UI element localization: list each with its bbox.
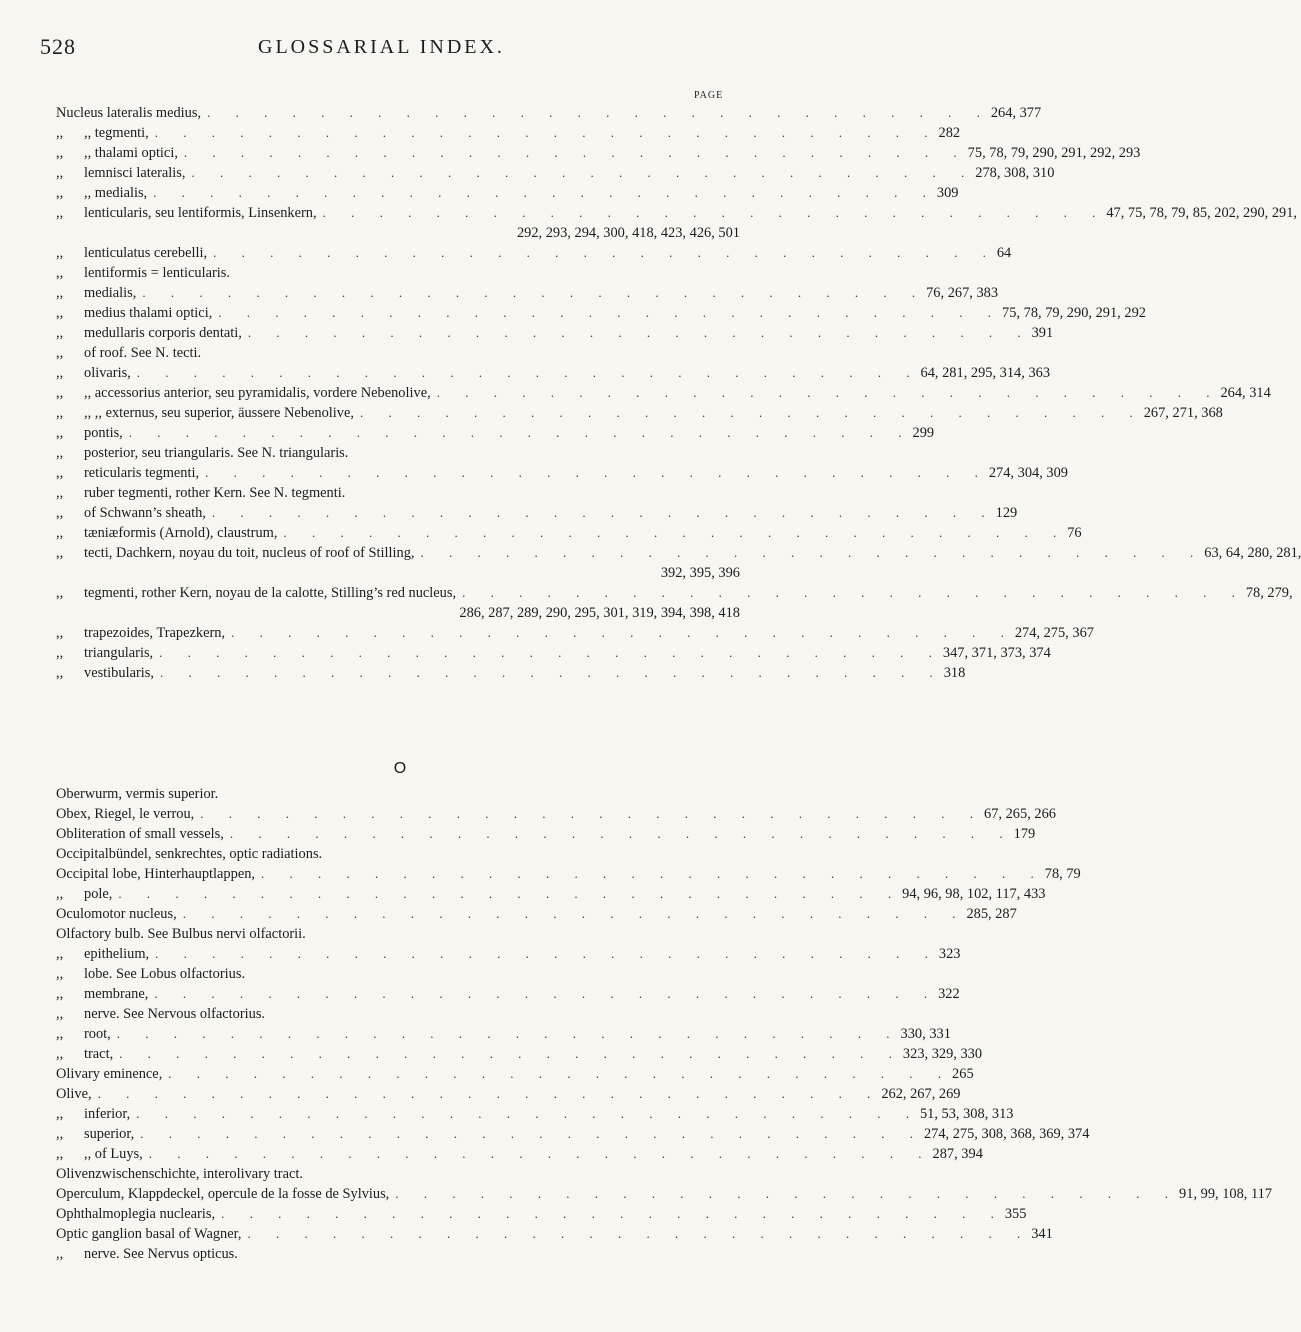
ditto-mark: ,, <box>56 425 64 441</box>
index-entry <box>56 1024 951 1044</box>
dot-leader: . . . . . . . . . . . . . . . . . . . . . . . . . . . . <box>148 1146 933 1161</box>
page-references: 299 <box>912 425 935 441</box>
entry-heading: Olive, <box>56 1086 92 1102</box>
ditto-mark: ,, <box>56 265 64 281</box>
index-entry <box>56 143 1141 163</box>
running-title: GLOSSARIAL INDEX. <box>258 36 505 58</box>
page-references: 91, 99, 108, 117 <box>1179 1186 1273 1202</box>
page-references: 323, 329, 330 <box>902 1046 983 1062</box>
index-entry <box>56 263 740 283</box>
page-references: 67, 265, 266 <box>984 806 1056 822</box>
entry-heading: nerve. See Nervus opticus. <box>84 1246 238 1262</box>
page-references: 64 <box>996 245 1012 261</box>
entry-heading: ,, tegmenti, <box>84 125 149 141</box>
entry-heading: Obliteration of small vessels, <box>56 826 224 842</box>
entry-heading: membrane, <box>84 986 149 1002</box>
dot-leader: . . . . . . . . . . . . . . . . . . . . . . . . . . . . <box>247 325 1032 340</box>
dot-leader: . . . . . . . . . . . . . . . . . . . . . . . . . . . . <box>153 185 937 200</box>
ditto-mark: ,, <box>56 305 64 321</box>
ditto-mark: ,, <box>56 625 64 641</box>
dot-leader: . . . . . . . . . . . . . . . . . . . . . . . . . . . . <box>261 866 1045 881</box>
dot-leader: . . . . . . . . . . . . . . . . . . . . . . . . . . . . <box>159 665 944 680</box>
page-references: 76 <box>1067 525 1082 541</box>
dot-leader: . . . . . . . . . . . . . . . . . . . . . . . . . . . . <box>247 1226 1032 1241</box>
ditto-mark: ,, <box>56 545 64 561</box>
entry-heading: pontis, <box>84 425 123 441</box>
page-references: 274, 275, 308, 368, 369, 374 <box>923 1126 1090 1142</box>
dot-leader: . . . . . . . . . . . . . . . . . . . . . . . . . . . . <box>420 545 1205 560</box>
ditto-mark: ,, <box>56 205 64 221</box>
entry-heading: Nucleus lateralis medius, <box>56 105 202 121</box>
page-references: 355 <box>1004 1206 1027 1222</box>
index-entry <box>56 944 961 964</box>
ditto-mark: ,, <box>56 405 64 421</box>
dot-leader: . . . . . . . . . . . . . . . . . . . . . . . . . . . . <box>154 125 939 140</box>
dot-leader: . . . . . . . . . . . . . . . . . . . . . . . . . . . . <box>118 886 903 901</box>
entry-heading: ruber tegmenti, rother Kern. See N. tegmenti. <box>84 485 346 501</box>
dot-leader: . . . . . . . . . . . . . . . . . . . . . . . . . . . . <box>116 1026 901 1041</box>
ditto-mark: ,, <box>56 1106 64 1122</box>
index-entry <box>56 463 1068 483</box>
entry-heading: epithelium, <box>84 946 150 962</box>
index-entry <box>56 423 935 443</box>
dot-leader: . . . . . . . . . . . . . . . . . . . . . . . . . . . . <box>191 165 976 180</box>
page-references: 282 <box>938 125 961 141</box>
ditto-mark: ,, <box>56 285 64 301</box>
index-entry <box>56 443 740 463</box>
index-entry <box>56 1244 740 1264</box>
page-number: 528 <box>40 34 76 59</box>
entry-heading: tegmenti, rother Kern, noyau de la calotte, Stilling’s red nucleus, <box>84 585 457 601</box>
dot-leader: . . . . . . . . . . . . . . . . . . . . . . . . . . . . <box>155 946 939 961</box>
index-entry <box>56 1004 740 1024</box>
entry-heading: Olfactory bulb. See Bulbus nervi olfactorii. <box>56 926 306 942</box>
dot-leader: . . . . . . . . . . . . . . . . . . . . . . . . . . . . <box>128 425 913 440</box>
index-entry <box>56 1164 740 1184</box>
dot-leader: . . . . . . . . . . . . . . . . . . . . . . . . . . . . <box>97 1086 882 1101</box>
entry-heading: tract, <box>84 1046 114 1062</box>
entry-heading: pole, <box>84 886 113 902</box>
index-entry <box>56 1104 1014 1124</box>
dot-leader: . . . . . . . . . . . . . . . . . . . . . . . . . . . . <box>142 285 927 300</box>
page-references: 287, 394 <box>932 1146 983 1162</box>
dot-leader: . . . . . . . . . . . . . . . . . . . . . . . . . . . . <box>200 806 985 821</box>
entry-heading: lenticularis, seu lentiformis, Linsenkern, <box>84 205 317 221</box>
ditto-mark: ,, <box>56 165 64 181</box>
page-references: 63, 64, 280, 281, <box>1204 545 1301 561</box>
dot-leader: . . . . . . . . . . . . . . . . . . . . . . . . . . . . <box>136 365 921 380</box>
dot-leader: . . . . . . . . . . . . . . . . . . . . . . . . . . . . <box>462 585 1246 600</box>
entry-heading: lobe. See Lobus olfactorius. <box>84 966 246 982</box>
dot-leader: . . . . . . . . . . . . . . . . . . . . . . . . . . . . <box>119 1046 903 1061</box>
page-references: 274, 275, 367 <box>1014 625 1094 641</box>
entry-heading: tecti, Dachkern, noyau du toit, nucleus of roof of Stilling, <box>84 545 415 561</box>
ditto-mark: ,, <box>56 525 64 541</box>
index-list-n <box>56 103 1301 683</box>
entry-heading: superior, <box>84 1126 135 1142</box>
entry-heading: root, <box>84 1026 111 1042</box>
index-entry <box>56 383 1271 403</box>
page-references-continued: 292, 293, 294, 300, 418, 423, 426, 501 <box>516 225 740 241</box>
index-entry <box>56 984 960 1004</box>
ditto-mark: ,, <box>56 325 64 341</box>
page-references-continued: 392, 395, 396 <box>660 565 740 581</box>
ditto-mark: ,, <box>56 485 64 501</box>
entry-heading: nerve. See Nervous olfactorius. <box>84 1006 266 1022</box>
page-references: 323 <box>938 946 961 962</box>
ditto-mark: ,, <box>56 385 64 401</box>
index-entry <box>56 503 1018 523</box>
ditto-mark: ,, <box>56 946 64 962</box>
index-entry <box>56 643 1051 663</box>
page-references: 285, 287 <box>966 906 1017 922</box>
dot-leader: . . . . . . . . . . . . . . . . . . . . . . . . . . . . <box>231 625 1015 640</box>
index-entry <box>56 243 1012 263</box>
index-entry <box>56 483 740 503</box>
page-references: 318 <box>943 665 966 681</box>
entry-heading: Olivenzwischenschichte, interolivary tract. <box>56 1166 303 1182</box>
dot-leader: . . . . . . . . . . . . . . . . . . . . . . . . . . . . <box>211 505 996 520</box>
page-references: 274, 304, 309 <box>988 465 1068 481</box>
entry-heading: lentiformis = lenticularis. <box>84 265 230 281</box>
page-references: 76, 267, 383 <box>926 285 999 301</box>
ditto-mark: ,, <box>56 1006 64 1022</box>
page-references: 51, 53, 308, 313 <box>919 1106 1014 1122</box>
entry-heading: posterior, seu triangularis. See N. triangularis. <box>84 445 349 461</box>
page-references: 262, 267, 269 <box>881 1086 961 1102</box>
dot-leader: . . . . . . . . . . . . . . . . . . . . . . . . . . . . <box>395 1186 1180 1201</box>
entry-heading: Operculum, Klappdeckel, opercule de la fosse de Sylvius, <box>56 1186 390 1202</box>
index-entry <box>56 1124 1090 1144</box>
index-entry <box>56 663 966 683</box>
dot-leader: . . . . . . . . . . . . . . . . . . . . . . . . . . . . <box>182 906 967 921</box>
page-references: 129 <box>995 505 1018 521</box>
index-entry <box>56 543 1301 583</box>
ditto-mark: ,, <box>56 665 64 681</box>
entry-heading: Ophthalmoplegia nuclearis, <box>56 1206 216 1222</box>
entry-heading: medialis, <box>84 285 137 301</box>
ditto-mark: ,, <box>56 966 64 982</box>
index-entry <box>56 523 1082 543</box>
entry-heading: ,, of Luys, <box>84 1146 143 1162</box>
page-references: 78, 79 <box>1044 866 1081 882</box>
ditto-mark: ,, <box>56 445 64 461</box>
dot-leader: . . . . . . . . . . . . . . . . . . . . . . . . . . . . <box>322 205 1107 220</box>
index-entry <box>56 964 740 984</box>
index-entry <box>56 904 1017 924</box>
dot-leader: . . . . . . . . . . . . . . . . . . . . . . . . . . . . <box>218 305 1003 320</box>
dot-leader: . . . . . . . . . . . . . . . . . . . . . . . . . . . . <box>205 465 989 480</box>
dot-leader: . . . . . . . . . . . . . . . . . . . . . . . . . . . . <box>159 645 943 660</box>
entry-heading: Oberwurm, vermis superior. <box>56 786 219 802</box>
dot-leader: . . . . . . . . . . . . . . . . . . . . . . . . . . . . <box>359 405 1144 420</box>
index-entry <box>56 283 999 303</box>
entry-heading: ,, accessorius anterior, seu pyramidalis, vordere Nebenolive, <box>84 385 431 401</box>
entry-heading: vestibularis, <box>84 665 154 681</box>
index-entry <box>56 1144 983 1164</box>
index-entry <box>56 1044 983 1064</box>
page-references: 330, 331 <box>900 1026 951 1042</box>
dot-leader: . . . . . . . . . . . . . . . . . . . . . . . . . . . . <box>140 1126 924 1141</box>
entry-heading: lenticulatus cerebelli, <box>84 245 208 261</box>
ditto-mark: ,, <box>56 1126 64 1142</box>
ditto-mark: ,, <box>56 125 64 141</box>
section-letter: O <box>393 760 407 777</box>
index-entry <box>56 1064 974 1084</box>
dot-leader: . . . . . . . . . . . . . . . . . . . . . . . . . . . . <box>213 245 997 260</box>
dot-leader: . . . . . . . . . . . . . . . . . . . . . . . . . . . . <box>207 105 991 120</box>
page-references: 78, 279, <box>1245 585 1293 601</box>
entry-heading: of roof. See N. tecti. <box>84 345 202 361</box>
index-entry <box>56 343 740 363</box>
page-references: 75, 78, 79, 290, 291, 292 <box>1002 305 1146 321</box>
entry-heading: Occipitalbündel, senkrechtes, optic radiations. <box>56 846 323 862</box>
entry-heading: Oculomotor nucleus, <box>56 906 177 922</box>
index-list-o <box>56 784 1273 1264</box>
ditto-mark: ,, <box>56 1046 64 1062</box>
entry-heading: olivaris, <box>84 365 131 381</box>
dot-leader: . . . . . . . . . . . . . . . . . . . . . . . . . . . . <box>183 145 968 160</box>
index-entry <box>56 1084 961 1104</box>
ditto-mark: ,, <box>56 1246 64 1262</box>
index-entry <box>56 203 1298 243</box>
page-references: 391 <box>1031 325 1054 341</box>
entry-heading: medullaris corporis dentati, <box>84 325 242 341</box>
ditto-mark: ,, <box>56 645 64 661</box>
page-references: 309 <box>936 185 959 201</box>
index-entry <box>56 884 1046 904</box>
ditto-mark: ,, <box>56 365 64 381</box>
ditto-mark: ,, <box>56 986 64 1002</box>
index-entry <box>56 323 1054 343</box>
entry-heading: Occipital lobe, Hinterhauptlappen, <box>56 866 256 882</box>
entry-heading: ,, thalami optici, <box>84 145 178 161</box>
page-references: 278, 308, 310 <box>975 165 1055 181</box>
index-entry <box>56 183 959 203</box>
index-entry <box>56 303 1146 323</box>
index-entry <box>56 844 740 864</box>
ditto-mark: ,, <box>56 245 64 261</box>
ditto-mark: ,, <box>56 465 64 481</box>
index-entry <box>56 163 1055 183</box>
index-entry <box>56 924 740 944</box>
entry-heading: Olivary eminence, <box>56 1066 163 1082</box>
dot-leader: . . . . . . . . . . . . . . . . . . . . . . . . . . . . <box>229 826 1014 841</box>
dot-leader: . . . . . . . . . . . . . . . . . . . . . . . . . . . . <box>136 1106 920 1121</box>
entry-heading: Obex, Riegel, le verrou, <box>56 806 195 822</box>
index-entry <box>56 1224 1053 1244</box>
index-entry <box>56 784 740 804</box>
ditto-mark: ,, <box>56 145 64 161</box>
page-references: 264, 377 <box>990 105 1042 121</box>
page-references: 264, 314 <box>1220 385 1271 401</box>
index-entry <box>56 103 1042 123</box>
entry-heading: lemnisci lateralis, <box>84 165 186 181</box>
page-column-label: PAGE <box>694 90 724 101</box>
index-entry <box>56 403 1223 423</box>
index-entry <box>56 864 1081 884</box>
dot-leader: . . . . . . . . . . . . . . . . . . . . . . . . . . . . <box>436 385 1221 400</box>
ditto-mark: ,, <box>56 345 64 361</box>
page-references: 267, 271, 368 <box>1143 405 1223 421</box>
entry-heading: medius thalami optici, <box>84 305 213 321</box>
dot-leader: . . . . . . . . . . . . . . . . . . . . . . . . . . . . <box>168 1066 953 1081</box>
page-references: 322 <box>938 986 960 1002</box>
page-header <box>0 34 800 64</box>
ditto-mark: ,, <box>56 886 64 902</box>
index-entry <box>56 583 1293 623</box>
dot-leader: . . . . . . . . . . . . . . . . . . . . . . . . . . . . <box>283 525 1068 540</box>
index-entry <box>56 623 1094 643</box>
dot-leader: . . . . . . . . . . . . . . . . . . . . . . . . . . . . <box>221 1206 1005 1221</box>
entry-heading: reticularis tegmenti, <box>84 465 200 481</box>
page-references-continued: 286, 287, 289, 290, 295, 301, 319, 394, 398, 418 <box>459 605 740 621</box>
page-references: 347, 371, 373, 374 <box>942 645 1051 661</box>
entry-heading: triangularis, <box>84 645 154 661</box>
entry-heading: inferior, <box>84 1106 131 1122</box>
ditto-mark: ,, <box>56 1026 64 1042</box>
index-entry <box>56 804 1056 824</box>
entry-heading: Optic ganglion basal of Wagner, <box>56 1226 242 1242</box>
index-entry <box>56 123 961 143</box>
ditto-mark: ,, <box>56 585 64 601</box>
index-entry <box>56 1184 1273 1204</box>
page-references: 341 <box>1031 1226 1053 1242</box>
page-references: 265 <box>952 1066 974 1082</box>
ditto-mark: ,, <box>56 505 64 521</box>
ditto-mark: ,, <box>56 185 64 201</box>
entry-heading: ,, ,, externus, seu superior, äussere Nebenolive, <box>84 405 354 421</box>
page-references: 179 <box>1013 826 1036 842</box>
entry-heading: tæniæformis (Arnold), claustrum, <box>84 525 278 541</box>
dot-leader: . . . . . . . . . . . . . . . . . . . . . . . . . . . . <box>154 986 939 1001</box>
entry-heading: ,, medialis, <box>84 185 148 201</box>
index-entry <box>56 1204 1027 1224</box>
page-references: 64, 281, 295, 314, 363 <box>920 365 1051 381</box>
page-references: 47, 75, 78, 79, 85, 202, 290, 291, <box>1106 205 1298 221</box>
page-references: 94, 96, 98, 102, 117, 433 <box>902 886 1046 902</box>
entry-heading: trapezoides, Trapezkern, <box>84 625 226 641</box>
index-entry <box>56 824 1036 844</box>
entry-heading: of Schwann’s sheath, <box>84 505 206 521</box>
index-entry <box>56 363 1051 383</box>
page-references: 75, 78, 79, 290, 291, 292, 293 <box>967 145 1141 161</box>
ditto-mark: ,, <box>56 1146 64 1162</box>
